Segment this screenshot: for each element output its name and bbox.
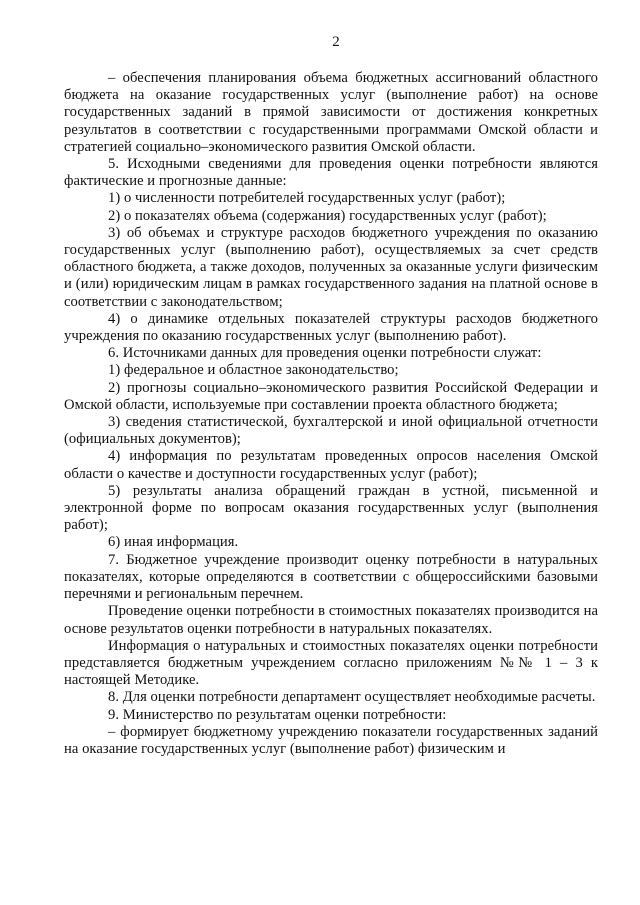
paragraph: 2) о показателях объема (содержания) государственных услуг (работ); (108, 207, 547, 224)
paragraph: – формирует бюджетному учреждению показатели государственных заданий на оказание государственных услуг (выполнение работ) физическим и (64, 723, 598, 757)
document-body (64, 70, 598, 758)
paragraph: 9. Министерство по результатам оценки потребности: (108, 706, 447, 723)
paragraph: 6. Источниками данных для проведения оценки потребности служат: (108, 345, 542, 362)
paragraph: 2) прогнозы социально–экономического развития Российской Федерации и Омской области, используемые при составлении проекта областного бюджета; (64, 379, 598, 413)
paragraph: 4) о динамике отдельных показателей структуры расходов бюджетного учреждения по оказанию государственных услуг (выполнению работ). (64, 310, 598, 345)
paragraph: Проведение оценки потребности в стоимостных показателях производится на основе результатов оценки потребности в натуральных показателях. (64, 603, 598, 637)
paragraph: 1) о численности потребителей государственных услуг (работ); (108, 190, 506, 207)
paragraph: 3) об объемах и структуре расходов бюджетного учреждения по оказанию государственных услуг (выполнению работ), осуществляемых за счет средств областного бюджета, а также доходов, полученных за оказанные услуги физическим и (или) юридическим лицам в рамках государственного задания на платной основе в соответствии с законодательством; (64, 224, 598, 310)
paragraph: – обеспечения планирования объема бюджетных ассигнований областного бюджета на оказание государственных услуг (выполнение работ) на основе государственных заданий в прямой зависимости от достижения конкретных результатов в соответствии с государственными программами Омской области и стратегией социально–экономического развития Омской области. (64, 70, 598, 155)
paragraph: 5) результаты анализа обращений граждан в устной, письменной и электронной форме по вопросам оказания государственных услуг (выполнения работ); (64, 482, 598, 534)
paragraph: 1) федеральное и областное законодательство; (108, 362, 399, 379)
paragraph: 3) сведения статистической, бухгалтерской и иной официальной отчетности (официальных документов); (64, 414, 598, 448)
paragraph: 4) информация по результатам проведенных опросов населения Омской области о качестве и доступности государственных услуг (работ); (64, 448, 598, 482)
paragraph: 5. Исходными сведениями для проведения оценки потребности являются фактические и прогнозные данные: (64, 156, 598, 190)
paragraph: 6) иная информация. (108, 534, 239, 551)
paragraph: 8. Для оценки потребности департамент осуществляет необходимые расчеты. (108, 689, 596, 706)
paragraph: 7. Бюджетное учреждение производит оценку потребности в натуральных показателях, которые определяются в соответствии с общероссийскими базовыми перечнями и региональным перечнем. (64, 551, 598, 603)
paragraph: Информация о натуральных и стоимостных показателях оценки потребности представляется бюджетным учреждением согласно приложениям №№ 1 – 3 к настоящей Методике. (64, 637, 598, 689)
page-number: 2 (332, 34, 340, 50)
